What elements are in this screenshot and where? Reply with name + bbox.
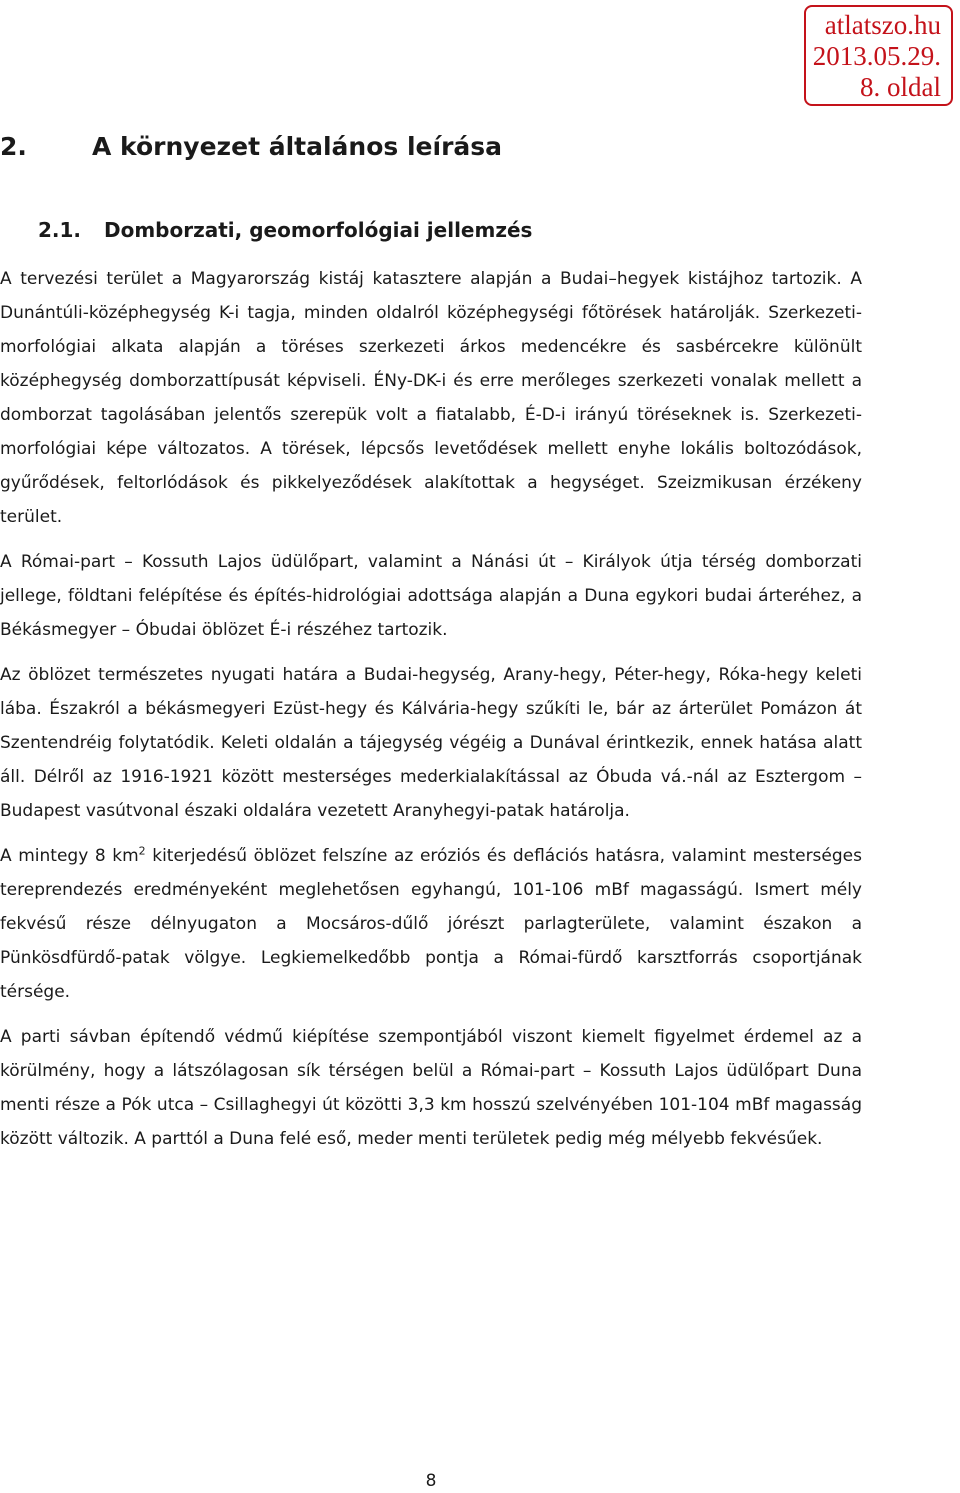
atlatszo-stamp: [804, 5, 953, 106]
paragraph-2: A Római-part – Kossuth Lajos üdülőpart, valamint a Nánási út – Királyok útja térség domborzati jellege, földtani felépítése és építés-hidrológiai adottsága alapján a Duna egykori budai árteréhez, a Békásmegyer – Óbudai öblözet É-i részéhez tartozik.: [0, 552, 862, 640]
section-title: A környezet általános leírása: [92, 132, 503, 161]
paragraph-4-start: A mintegy 8 km: [0, 846, 139, 866]
page-number: 8: [425, 1471, 437, 1491]
superscript: 2: [138, 844, 146, 858]
body-text: [0, 262, 862, 1167]
stamp-date: 2013.05.29.: [812, 41, 941, 71]
stamp-site: atlatszo.hu: [824, 10, 941, 40]
subsection-number: 2.1.: [38, 218, 82, 242]
paragraph-4-rest: kiterjedésű öblözet felszíne az eróziós és deflációs hatásra, valamint mesterséges tereprendezés eredményeként meglehetősen egyhangú, 101-106 mBf magasságú. Ismert mély fekvésű része délnyugaton a Mocsáros-dűlő jórészt parlagterülete, valamint északon a Pünkösdfürdő-patak völgye. Legkiemelkedőbb pontja a Római-fürdő karsztforrás csoportjának térsége.: [0, 846, 862, 1002]
paragraph-5: A parti sávban építendő védmű kiépítése szempontjából viszont kiemelt figyelmet érdemel az a körülmény, hogy a látszólagosan sík térségen belül a Római-part – Kossuth Lajos üdülőpart Duna menti része a Pók utca – Csillaghegyi út közötti 3,3 km hosszú szelvényében 101-104 mBf magasság között változik. A parttól a Duna felé eső, meder menti területek pedig még mélyebb fekvésűek.: [0, 1027, 862, 1149]
stamp-page: 8. oldal: [860, 72, 941, 102]
section-number: 2.: [0, 132, 27, 161]
subsection-title: Domborzati, geomorfológiai jellemzés: [104, 218, 533, 242]
subsection-heading: [38, 218, 532, 242]
paragraph-1: A tervezési terület a Magyarország kistáj katasztere alapján a Budai–hegyek kistájhoz tartozik. A Dunántúli-középhegység K-i tagja, minden oldalról középhegységi főtörések határolják. Szerkezeti-morfológiai alkata alapján a töréses szerkezeti árkos medencékre és sasbércekre különült középhegység domborzattípusát képviseli. ÉNy-DK-i és erre merőleges szerkezeti vonalak mellett a domborzat tagolásában jelentős szerepük volt a fiatalabb, É-D-i irányú töréseknek is. Szerkezeti-morfológiai képe változatos. A törések, lépcsős levetődések mellett enyhe lokális boltozódások, gyűrődések, feltorlódások és pikkelyeződések alakítottak a hegységet. Szeizmikusan érzékeny terület.: [0, 269, 862, 527]
section-heading: [0, 132, 502, 161]
paragraph-3: Az öblözet természetes nyugati határa a Budai-hegység, Arany-hegy, Péter-hegy, Róka-hegy keleti lába. Északról a békásmegyeri Ezüst-hegy és Kálvária-hegy szűkíti le, bár az árterület Pomázon át Szentendréig folytatódik. Keleti oldalán a tájegység végéig a Dunával érintkezik, ennek hatása alatt áll. Délről az 1916-1921 között mesterséges mederkialakítással az Óbuda vá.-nál az Esztergom – Budapest vasútvonal északi oldalára vezetett Aranyhegyi-patak határolja.: [0, 665, 862, 821]
paragraph-4: [0, 839, 862, 1009]
